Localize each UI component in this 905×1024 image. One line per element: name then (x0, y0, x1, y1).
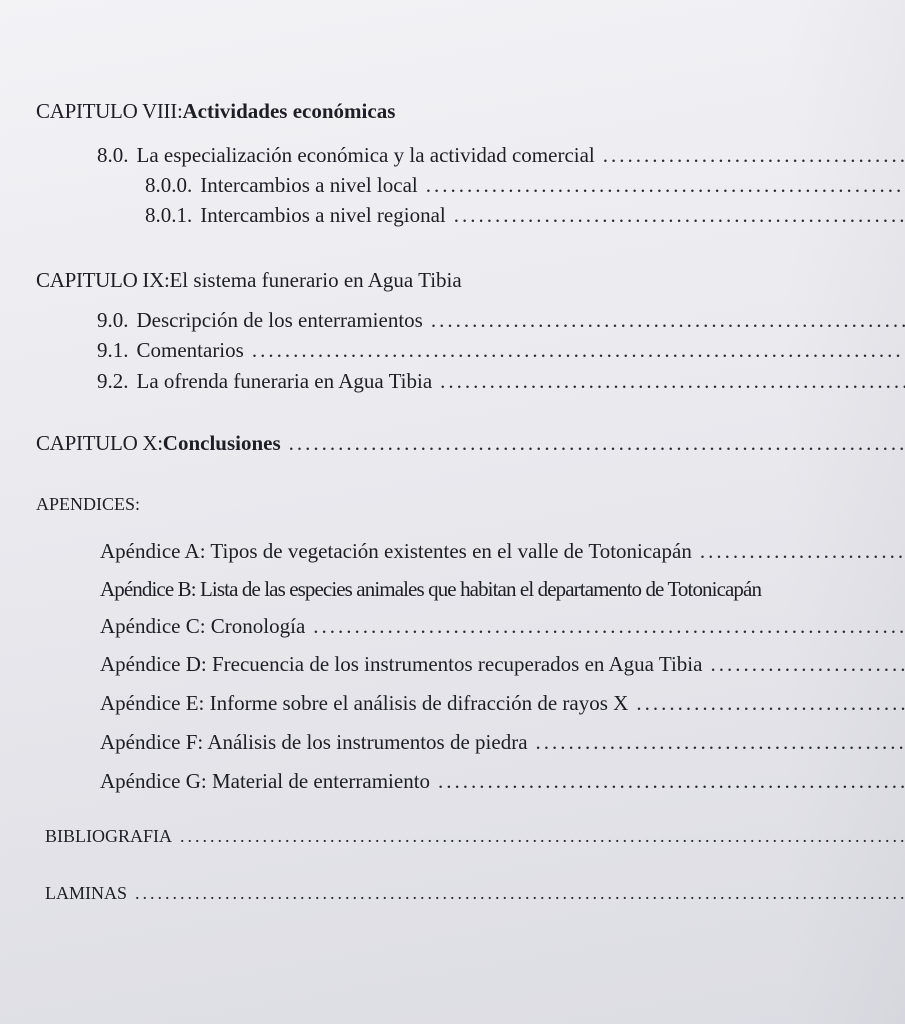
appendix-title: Apéndice B: Lista de las especies animales que habitan el departamento de Totonicapán (100, 577, 762, 601)
section-number: 8.0.0. (145, 173, 193, 197)
appendix-g (100, 768, 905, 794)
appendix-f (100, 729, 905, 755)
section-number: 8.0.1. (145, 203, 193, 227)
toc-entry-8-0 (97, 142, 905, 168)
toc-entry-8-0-1 (145, 202, 905, 228)
dot-leader (710, 651, 905, 677)
appendix-a (100, 538, 905, 564)
chapter-8-prefix: CAPITULO VIII: (36, 99, 183, 123)
section-number: 9.1. (97, 338, 129, 362)
bibliography-title: BIBLIOGRAFIA (45, 826, 173, 846)
plates-entry (45, 880, 905, 906)
chapter-9-title: El sistema funerario en Agua Tibia (169, 268, 462, 292)
appendix-title: Apéndice F: Análisis de los instrumentos de piedra (100, 730, 528, 754)
appendix-title: Apéndice D: Frecuencia de los instrumentos recuperados en Agua Tibia (100, 652, 703, 676)
chapter-9-prefix: CAPITULO IX: (36, 268, 170, 292)
appendices-heading (36, 491, 905, 517)
toc-entry-8-0-0 (145, 172, 905, 198)
dot-leader (289, 430, 905, 456)
section-title: Descripción de los enterramientos (136, 308, 423, 332)
appendix-title: Apéndice A: Tipos de vegetación existentes en el valle de Totonicapán (100, 539, 692, 563)
dot-leader (636, 690, 905, 716)
plates-title: LAMINAS (45, 883, 128, 903)
toc-entry-9-0 (97, 307, 905, 333)
section-number: 9.0. (97, 308, 129, 332)
dot-leader (252, 337, 905, 363)
section-number: 9.2. (97, 369, 129, 393)
toc-entry-9-2 (97, 368, 905, 394)
chapter-10-heading (36, 430, 905, 456)
dot-leader (536, 729, 905, 755)
dot-leader (700, 538, 905, 564)
section-title: La ofrenda funeraria en Agua Tibia (136, 369, 433, 393)
section-title: Comentarios (136, 338, 244, 362)
appendix-title: Apéndice G: Material de enterramiento (100, 769, 431, 793)
section-title: Intercambios a nivel regional (200, 203, 446, 227)
dot-leader (180, 823, 905, 849)
chapter-8-heading (36, 98, 905, 124)
dot-leader (313, 613, 905, 639)
chapter-10-prefix: CAPITULO X: (36, 431, 163, 455)
dot-leader (426, 172, 905, 198)
appendix-b (100, 576, 905, 602)
dot-leader (440, 368, 905, 394)
appendix-title: Apéndice C: Cronología (100, 614, 306, 638)
appendix-d (100, 651, 905, 677)
appendix-c (100, 613, 905, 639)
dot-leader (431, 307, 905, 333)
section-title: La especialización económica y la actividad comercial (136, 143, 595, 167)
chapter-9-heading (36, 267, 905, 293)
appendix-title: Apéndice E: Informe sobre el análisis de difracción de rayos X (100, 691, 629, 715)
appendices-heading-text: APENDICES: (36, 494, 141, 514)
toc-entry-9-1 (97, 337, 905, 363)
chapter-8-title: Actividades económicas (182, 99, 396, 123)
dot-leader (603, 142, 905, 168)
dot-leader (135, 880, 905, 906)
chapter-10-title: Conclusiones (162, 431, 281, 455)
dot-leader (438, 768, 905, 794)
bibliography-entry (45, 823, 905, 849)
section-title: Intercambios a nivel local (200, 173, 418, 197)
appendix-e (100, 690, 905, 716)
dot-leader (454, 202, 905, 228)
section-number: 8.0. (97, 143, 129, 167)
